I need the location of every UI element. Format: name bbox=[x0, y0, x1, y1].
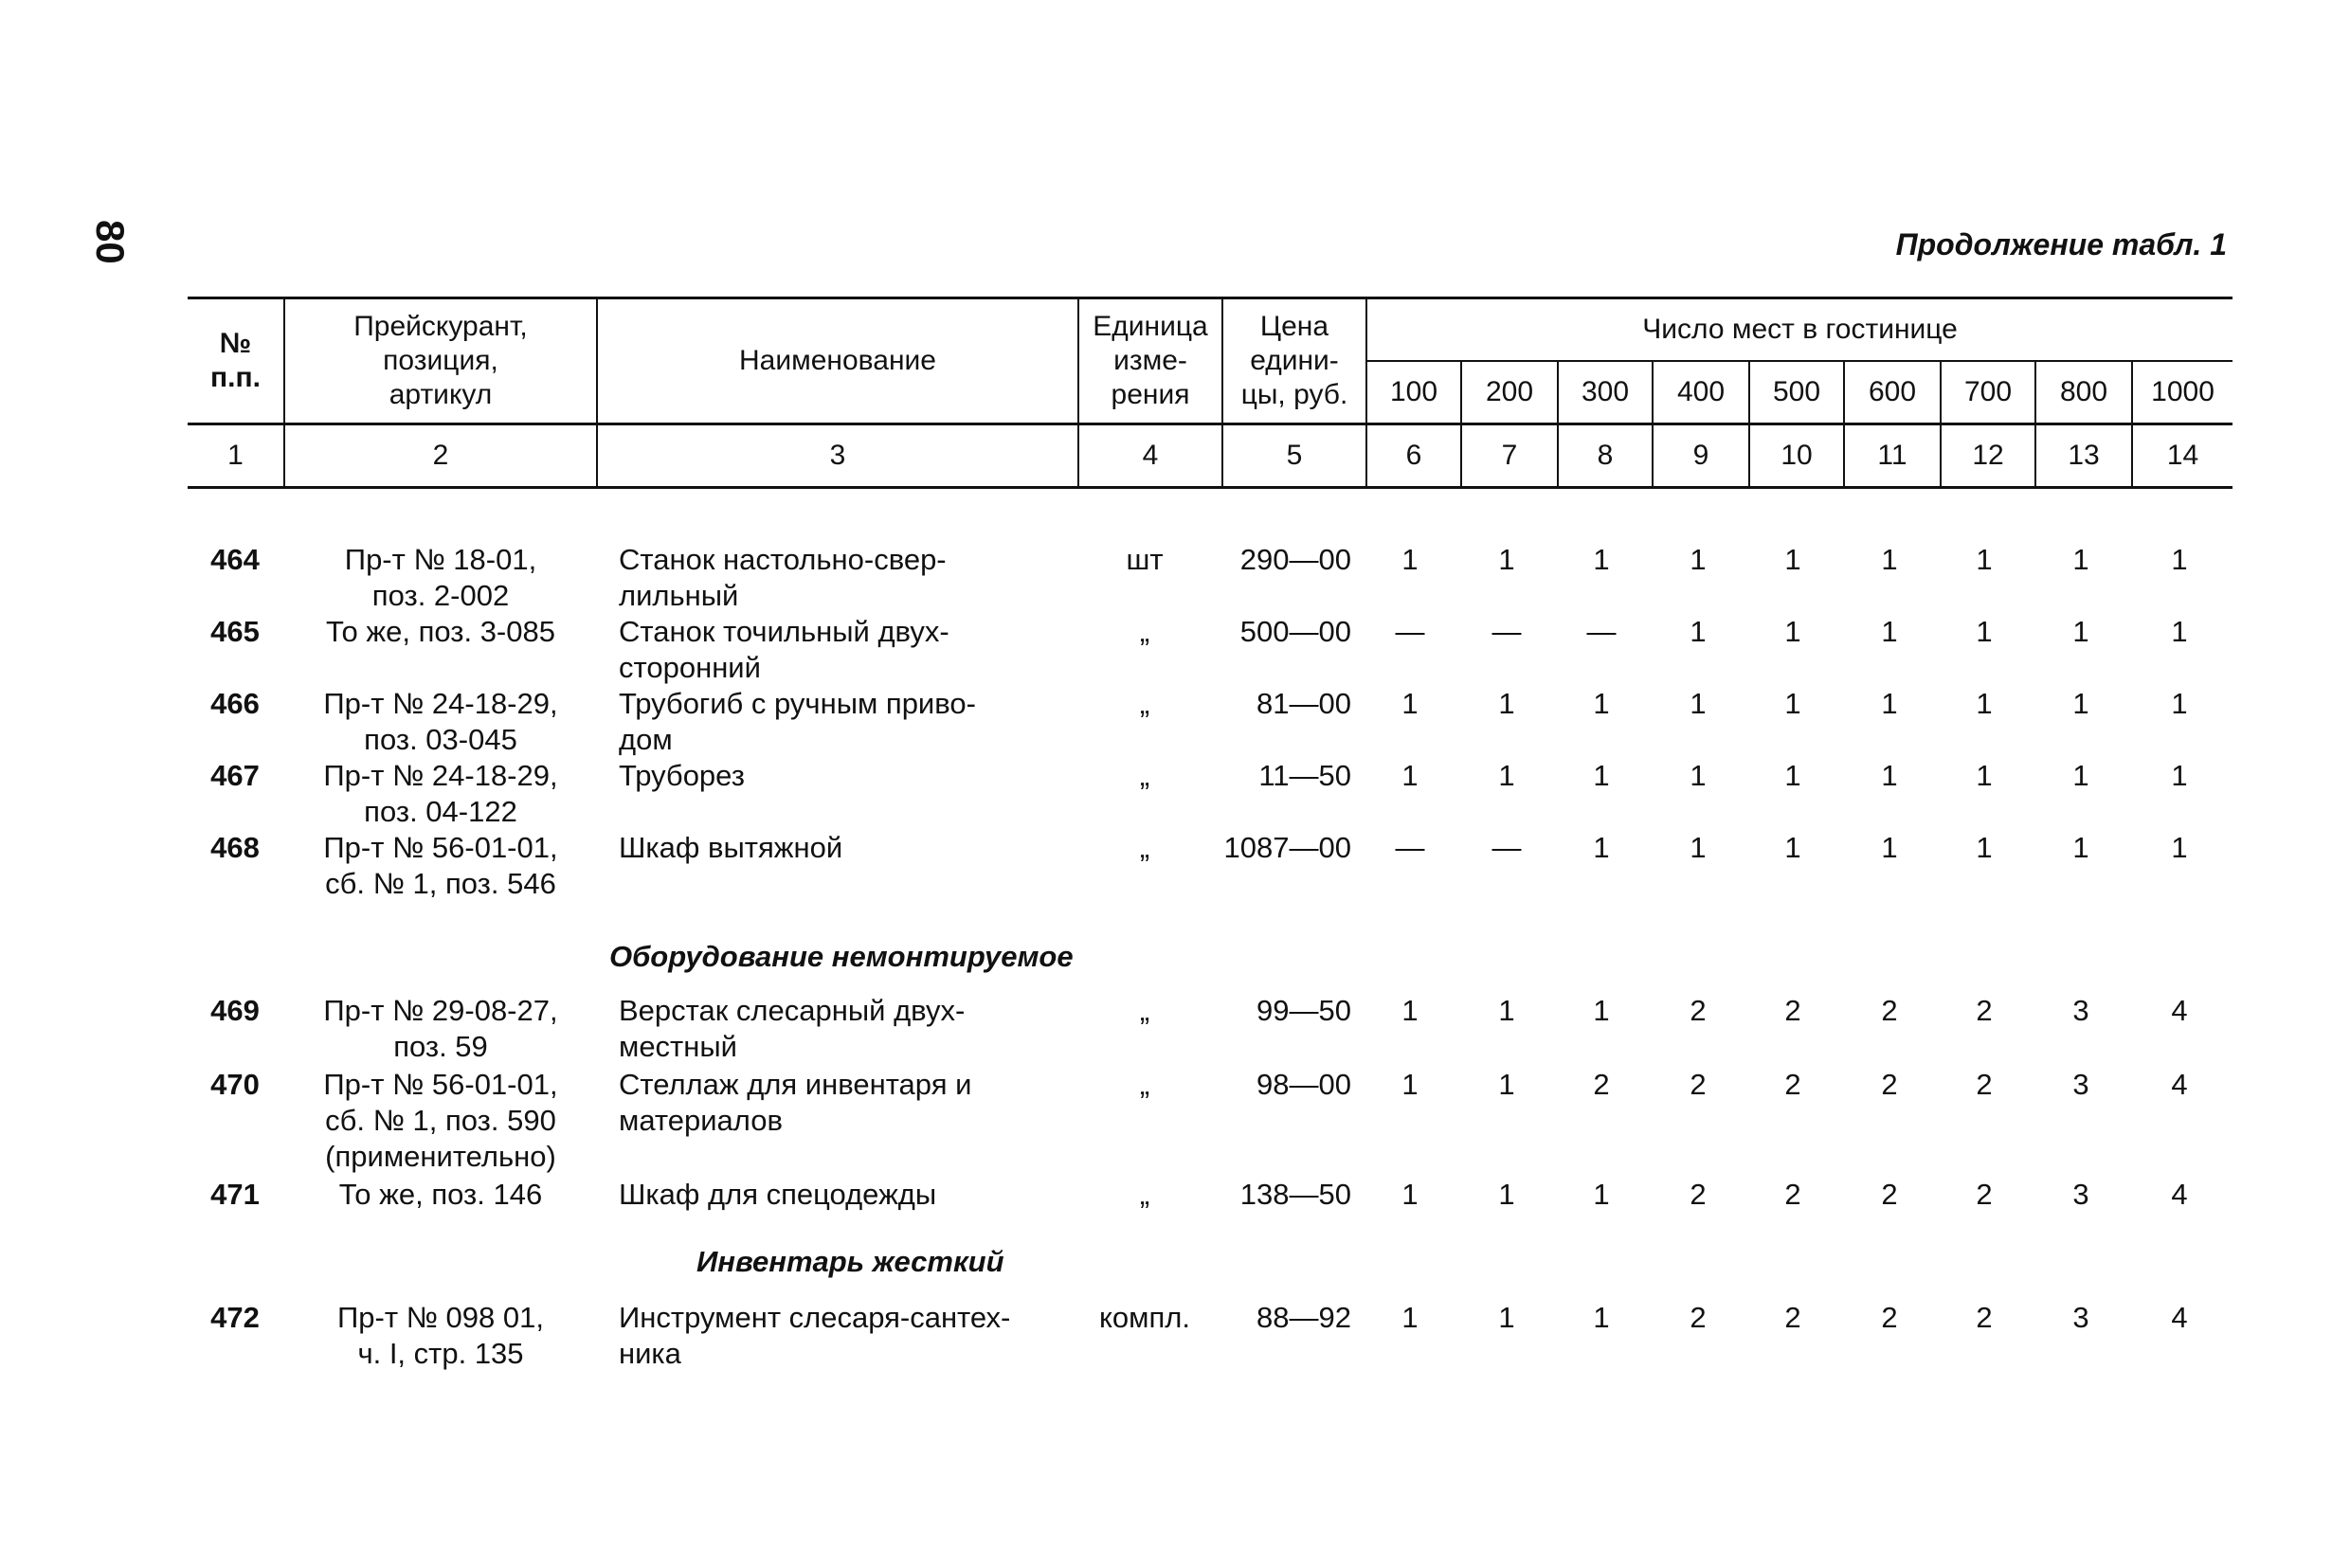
header-column-number: 12 bbox=[1941, 424, 2035, 488]
row-quantity: 1 bbox=[1498, 543, 1515, 576]
row-quantity: 1 bbox=[1784, 615, 1801, 648]
row-quantity: 1 bbox=[1881, 759, 1898, 792]
section-title: Инвентарь жесткий bbox=[696, 1245, 1004, 1278]
row-quantity: 2 bbox=[1881, 1301, 1898, 1334]
row-quantity: 4 bbox=[2171, 1301, 2188, 1334]
row-quantity: — bbox=[1491, 831, 1522, 864]
row-quantity: 2 bbox=[1690, 1301, 1707, 1334]
row-quantity: 2 bbox=[1976, 1178, 1993, 1211]
header-column-number: 13 bbox=[2035, 424, 2132, 488]
table-continuation-label: Продолжение табл. 1 bbox=[1895, 227, 2227, 261]
header-seats-500: 500 bbox=[1749, 361, 1844, 424]
row-number: 470 bbox=[210, 1068, 260, 1101]
row-quantity: 1 bbox=[1401, 543, 1419, 576]
row-quantity: 1 bbox=[1881, 543, 1898, 576]
row-quantity: 1 bbox=[1498, 994, 1515, 1027]
header-seats-400: 400 bbox=[1653, 361, 1749, 424]
row-name: Трубогиб с ручным приво- дом bbox=[619, 687, 976, 756]
row-quantity: 1 bbox=[1498, 687, 1515, 720]
header-column-number: 4 bbox=[1078, 424, 1222, 488]
row-quantity: 1 bbox=[1976, 759, 1993, 792]
row-unit: „ bbox=[1139, 831, 1150, 864]
row-unit: компл. bbox=[1099, 1301, 1190, 1334]
row-number: 466 bbox=[210, 687, 260, 720]
row-quantity: 3 bbox=[2072, 1068, 2089, 1101]
row-quantity: — bbox=[1395, 831, 1425, 864]
row-quantity: 1 bbox=[1784, 759, 1801, 792]
row-cost: 98—00 bbox=[1256, 1068, 1351, 1101]
row-quantity: 1 bbox=[2072, 759, 2089, 792]
table-header bbox=[188, 297, 2232, 489]
row-quantity: 2 bbox=[1784, 1178, 1801, 1211]
row-quantity: 1 bbox=[1593, 1301, 1610, 1334]
row-quantity: — bbox=[1586, 615, 1617, 648]
row-quantity: 2 bbox=[1976, 1068, 1993, 1101]
row-number: 464 bbox=[210, 543, 260, 576]
row-price-list: Пр-т № 18-01, поз. 2-002 bbox=[344, 543, 537, 612]
row-quantity: 1 bbox=[1784, 831, 1801, 864]
row-name: Стеллаж для инвентаря и материалов bbox=[619, 1068, 972, 1137]
header-seats-200: 200 bbox=[1461, 361, 1558, 424]
row-price-list: То же, поз. 3-085 bbox=[326, 615, 555, 648]
row-quantity: 1 bbox=[1498, 1301, 1515, 1334]
row-quantity: 2 bbox=[1690, 1178, 1707, 1211]
row-number: 467 bbox=[210, 759, 260, 792]
row-price-list: Пр-т № 098 01, ч. I, стр. 135 bbox=[337, 1301, 544, 1370]
row-cost: 81—00 bbox=[1256, 687, 1351, 720]
row-quantity: 1 bbox=[2072, 543, 2089, 576]
row-quantity: 1 bbox=[1593, 687, 1610, 720]
row-quantity: 1 bbox=[1593, 1178, 1610, 1211]
row-quantity: 2 bbox=[1881, 994, 1898, 1027]
row-unit: „ bbox=[1139, 615, 1150, 648]
row-quantity: 2 bbox=[1976, 1301, 1993, 1334]
row-quantity: 1 bbox=[1401, 1178, 1419, 1211]
header-column-number: 5 bbox=[1222, 424, 1366, 488]
row-number: 472 bbox=[210, 1301, 260, 1334]
row-cost: 88—92 bbox=[1256, 1301, 1351, 1334]
header-column-number: 7 bbox=[1461, 424, 1558, 488]
row-quantity: 2 bbox=[1784, 994, 1801, 1027]
header-seats-1000: 1000 bbox=[2132, 361, 2232, 424]
row-quantity: 1 bbox=[1784, 687, 1801, 720]
row-name: Шкаф для спецодежды bbox=[619, 1178, 937, 1211]
row-quantity: 2 bbox=[1593, 1068, 1610, 1101]
header-column-number: 10 bbox=[1749, 424, 1844, 488]
row-quantity: 1 bbox=[1881, 831, 1898, 864]
row-quantity: 1 bbox=[1401, 687, 1419, 720]
header-column-number: 9 bbox=[1653, 424, 1749, 488]
row-quantity: 4 bbox=[2171, 1178, 2188, 1211]
row-quantity: 4 bbox=[2171, 1068, 2188, 1101]
row-name: Верстак слесарный двух- местный bbox=[619, 994, 966, 1063]
row-quantity: 3 bbox=[2072, 994, 2089, 1027]
header-seats-100: 100 bbox=[1366, 361, 1461, 424]
header-unit: Единица изме- рения bbox=[1078, 298, 1222, 424]
row-quantity: 1 bbox=[1401, 1068, 1419, 1101]
row-cost: 99—50 bbox=[1256, 994, 1351, 1027]
row-quantity: 1 bbox=[1881, 615, 1898, 648]
row-quantity: 1 bbox=[1593, 543, 1610, 576]
header-column-number: 8 bbox=[1558, 424, 1653, 488]
row-quantity: 1 bbox=[1498, 1178, 1515, 1211]
row-quantity: 1 bbox=[2072, 831, 2089, 864]
row-unit: „ bbox=[1139, 1068, 1150, 1101]
row-name: Станок точильный двух- сторонний bbox=[619, 615, 949, 684]
row-name: Труборез bbox=[619, 759, 745, 792]
header-seats-600: 600 bbox=[1844, 361, 1941, 424]
row-quantity: — bbox=[1395, 615, 1425, 648]
row-cost: 138—50 bbox=[1239, 1178, 1351, 1211]
row-quantity: 1 bbox=[2171, 831, 2188, 864]
row-quantity: 3 bbox=[2072, 1301, 2089, 1334]
row-quantity: 1 bbox=[1976, 831, 1993, 864]
row-number: 471 bbox=[210, 1178, 260, 1211]
row-quantity: 1 bbox=[2171, 615, 2188, 648]
row-quantity: 3 bbox=[2072, 1178, 2089, 1211]
row-number: 468 bbox=[210, 831, 260, 864]
row-quantity: 1 bbox=[1690, 615, 1707, 648]
row-number: 465 bbox=[210, 615, 260, 648]
row-quantity: 1 bbox=[1690, 759, 1707, 792]
row-quantity: 1 bbox=[1881, 687, 1898, 720]
row-quantity: — bbox=[1491, 615, 1522, 648]
row-quantity: 1 bbox=[1498, 1068, 1515, 1101]
row-quantity: 1 bbox=[2072, 687, 2089, 720]
row-quantity: 2 bbox=[1784, 1301, 1801, 1334]
row-quantity: 1 bbox=[2171, 543, 2188, 576]
row-quantity: 1 bbox=[1593, 994, 1610, 1027]
row-cost: 290—00 bbox=[1239, 543, 1351, 576]
row-quantity: 1 bbox=[1593, 759, 1610, 792]
row-price-list: Пр-т № 56-01-01, сб. № 1, поз. 590 (применительно) bbox=[323, 1068, 558, 1173]
row-name: Инструмент слесаря-сантех- ника bbox=[619, 1301, 1011, 1370]
row-unit: „ bbox=[1139, 759, 1150, 792]
row-quantity: 4 bbox=[2171, 994, 2188, 1027]
row-quantity: 2 bbox=[1881, 1178, 1898, 1211]
row-price-list: Пр-т № 24-18-29, поз. 04-122 bbox=[323, 759, 558, 828]
header-column-number: 11 bbox=[1844, 424, 1941, 488]
header-column-number: 2 bbox=[284, 424, 597, 488]
row-quantity: 1 bbox=[1690, 543, 1707, 576]
header-name: Наименование bbox=[597, 298, 1078, 424]
row-quantity: 1 bbox=[2171, 759, 2188, 792]
row-cost: 500—00 bbox=[1239, 615, 1351, 648]
header-seats-800: 800 bbox=[2035, 361, 2132, 424]
row-cost: 11—50 bbox=[1258, 759, 1351, 792]
row-cost: 1087—00 bbox=[1223, 831, 1351, 864]
page-number: 80 bbox=[88, 220, 133, 264]
row-quantity: 1 bbox=[2171, 687, 2188, 720]
row-quantity: 1 bbox=[1690, 831, 1707, 864]
row-price-list: Пр-т № 29-08-27, поз. 59 bbox=[323, 994, 558, 1063]
header-seats-700: 700 bbox=[1941, 361, 2035, 424]
header-column-number: 14 bbox=[2132, 424, 2232, 488]
row-unit: шт bbox=[1126, 543, 1164, 576]
row-quantity: 1 bbox=[1976, 615, 1993, 648]
row-quantity: 1 bbox=[1593, 831, 1610, 864]
header-column-number: 1 bbox=[188, 424, 284, 488]
row-name: Шкаф вытяжной bbox=[619, 831, 843, 864]
row-quantity: 1 bbox=[1401, 759, 1419, 792]
row-quantity: 2 bbox=[1976, 994, 1993, 1027]
row-quantity: 1 bbox=[1690, 687, 1707, 720]
header-column-number: 6 bbox=[1366, 424, 1461, 488]
row-quantity: 1 bbox=[1401, 994, 1419, 1027]
row-quantity: 2 bbox=[1690, 994, 1707, 1027]
row-number: 469 bbox=[210, 994, 260, 1027]
row-quantity: 1 bbox=[1784, 543, 1801, 576]
row-quantity: 2 bbox=[1881, 1068, 1898, 1101]
row-quantity: 1 bbox=[2072, 615, 2089, 648]
header-seats-title: Число мест в гостинице bbox=[1366, 298, 2232, 362]
row-quantity: 2 bbox=[1784, 1068, 1801, 1101]
row-unit: „ bbox=[1139, 687, 1150, 720]
row-quantity: 1 bbox=[1401, 1301, 1419, 1334]
row-unit: „ bbox=[1139, 1178, 1150, 1211]
row-price-list: Пр-т № 24-18-29, поз. 03-045 bbox=[323, 687, 558, 756]
row-quantity: 1 bbox=[1498, 759, 1515, 792]
row-quantity: 1 bbox=[1976, 543, 1993, 576]
section-title: Оборудование немонтируемое bbox=[609, 940, 1074, 973]
row-quantity: 1 bbox=[1976, 687, 1993, 720]
row-quantity: 2 bbox=[1690, 1068, 1707, 1101]
header-column-number: 3 bbox=[597, 424, 1078, 488]
header-cost: Цена едини- цы, руб. bbox=[1222, 298, 1366, 424]
row-price-list: Пр-т № 56-01-01, сб. № 1, поз. 546 bbox=[323, 831, 558, 900]
header-price-list: Прейскурант, позиция, артикул bbox=[284, 298, 597, 424]
row-price-list: То же, поз. 146 bbox=[338, 1178, 543, 1211]
header-seats-300: 300 bbox=[1558, 361, 1653, 424]
row-name: Станок настольно-свер- лильный bbox=[619, 543, 947, 612]
header-num: № п.п. bbox=[188, 298, 284, 424]
row-unit: „ bbox=[1139, 994, 1150, 1027]
